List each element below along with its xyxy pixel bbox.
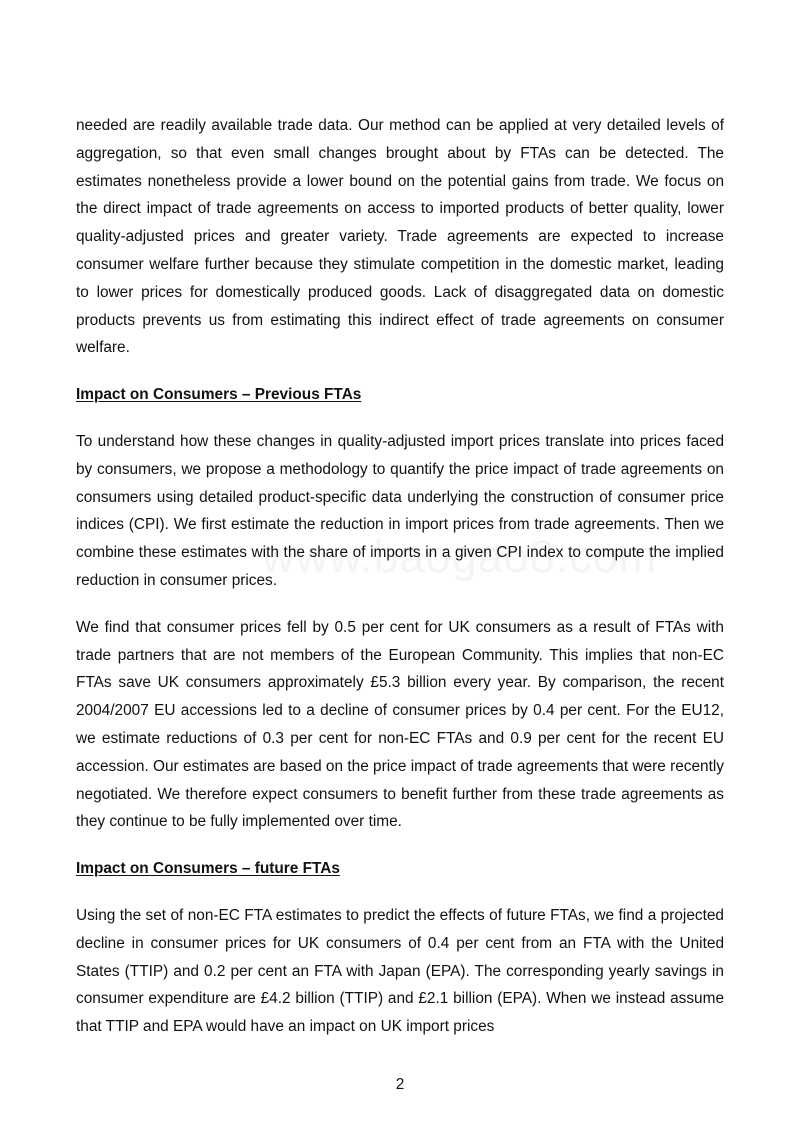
section-heading-future-ftas: Impact on Consumers – future FTAs (76, 860, 340, 878)
paragraph-intro-continued: needed are readily available trade data. Our method can be applied at very detailed levels of aggregation, so that even small changes brought about by FTAs can be detected. The estimates nonetheless provide a lower bound on the potential gains from trade. We focus on the direct impact of trade agreements on access to imported products of better quality, lower quality-adjusted prices and greater variety. Trade agreements are expected to increase consumer welfare further because they stimulate competition in the domestic market, leading to lower prices for domestically produced goods. Lack of disaggregated data on domestic products prevents us from estimating this indirect effect of trade agreements on consumer welfare. (76, 117, 724, 357)
document-page (76, 112, 724, 1060)
paragraph-methodology: To understand how these changes in quality-adjusted import prices translate into prices faced by consumers, we propose a methodology to quantify the price impact of trade agreements on consumers using detailed product-specific data underlying the construction of consumer price indices (CPI). We first estimate the reduction in import prices from trade agreements. Then we combine these estimates with the share of imports in a given CPI index to compute the implied reduction in consumer prices. (76, 432, 724, 589)
section-heading-previous-ftas: Impact on Consumers – Previous FTAs (76, 386, 362, 404)
paragraph-future-projections: Using the set of non-EC FTA estimates to predict the effects of future FTAs, we find a projected decline in consumer prices for UK consumers of 0.4 per cent from an FTA with the United States (TTIP) and 0.2 per cent an FTA with Japan (EPA). The corresponding yearly savings in consumer expenditure are £4.2 billion (TTIP) and £2.1 billion (EPA). When we instead assume that TTIP and EPA would have an impact on UK import prices (76, 906, 724, 1036)
paragraph-findings: We find that consumer prices fell by 0.5 per cent for UK consumers as a result of FTAs with trade partners that are not members of the European Community. This implies that non-EC FTAs save UK consumers approximately £5.3 billion every year. By comparison, the recent 2004/2007 EU accessions led to a decline of consumer prices by 0.4 per cent. For the EU12, we estimate reductions of 0.3 per cent for non-EC FTAs and 0.9 per cent for the recent EU accession. Our estimates are based on the price impact of trade agreements that were recently negotiated. We therefore expect consumers to benefit further from these trade agreements as they continue to be fully implemented over time. (76, 618, 724, 831)
page-number: 2 (395, 1076, 405, 1093)
